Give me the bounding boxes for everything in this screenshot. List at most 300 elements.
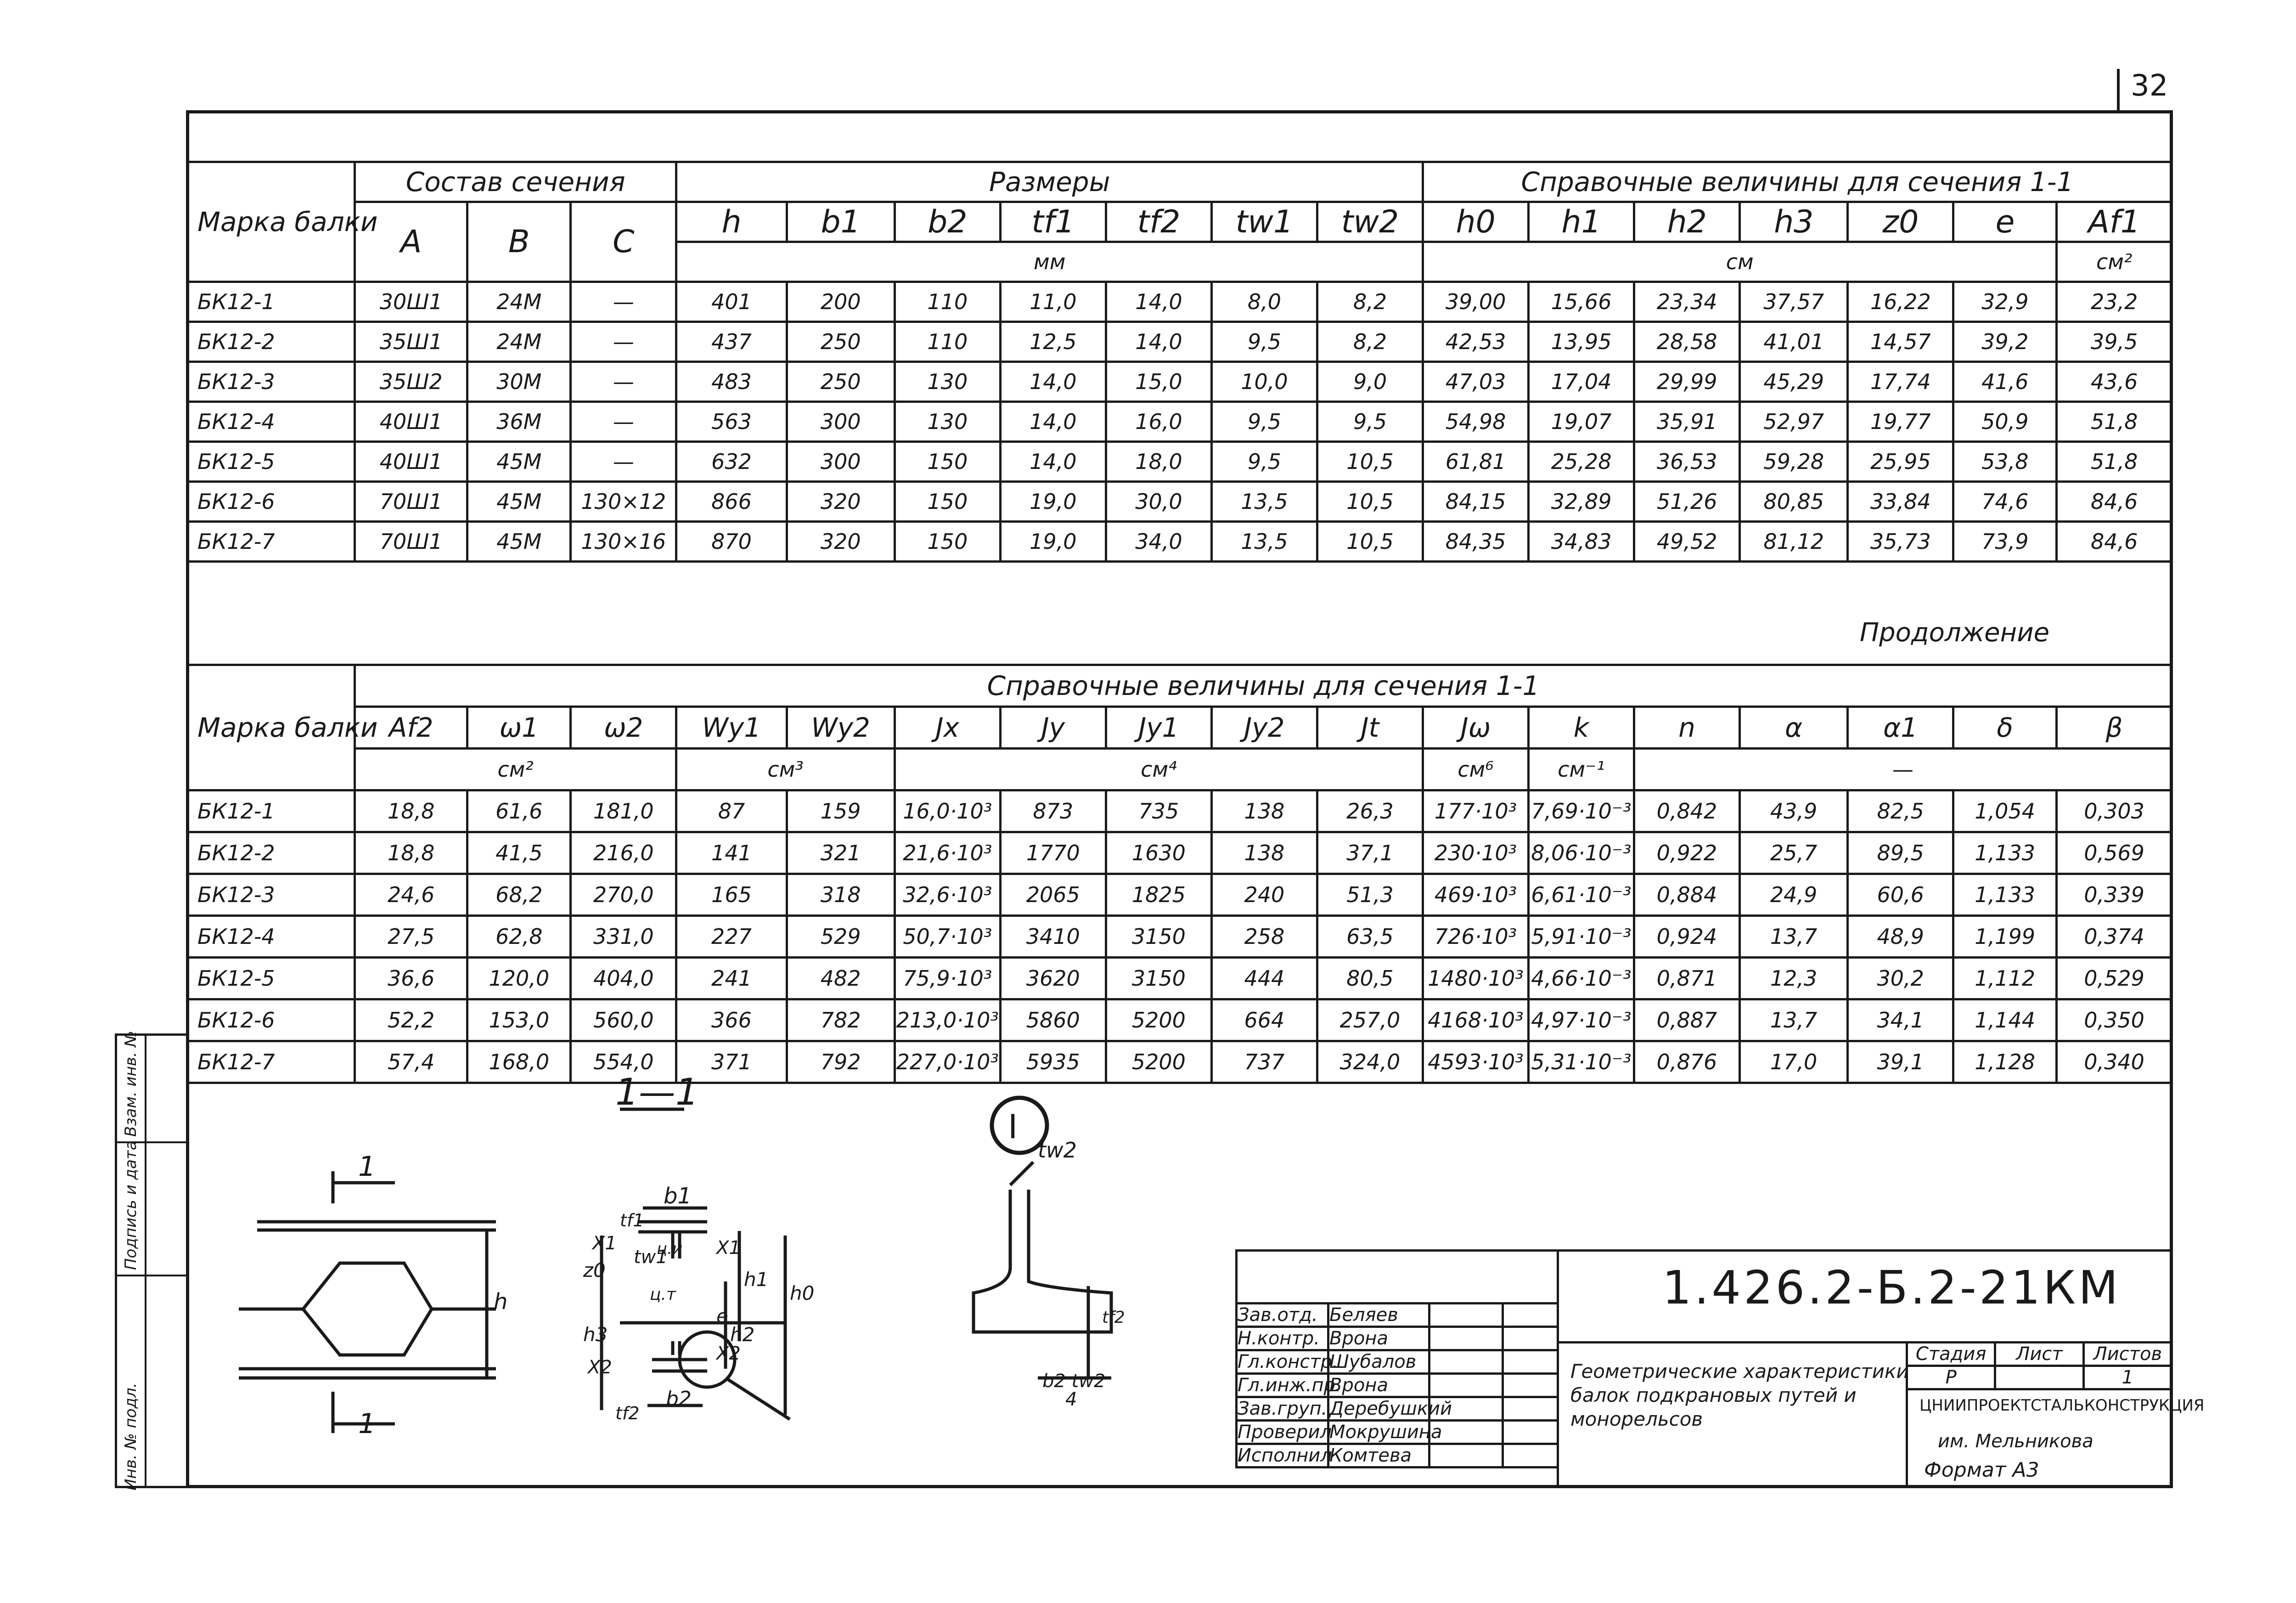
table-cell: 30,2 <box>1848 958 1953 999</box>
table-cell: 89,5 <box>1848 832 1953 874</box>
axis-x2-label: X2 <box>588 1357 612 1378</box>
table-cell: 28,58 <box>1634 322 1740 362</box>
table-cell: 15,66 <box>1529 282 1634 322</box>
node-tw2-leader <box>1010 1162 1033 1185</box>
table-cell: 110 <box>895 282 1000 322</box>
table-cell: 0,922 <box>1634 832 1739 874</box>
table-cell: 32,89 <box>1529 482 1634 522</box>
table-cell: — <box>571 322 676 362</box>
table-cell: 1825 <box>1106 874 1211 916</box>
table-cell: 792 <box>787 1041 895 1083</box>
table-row <box>187 999 2172 1041</box>
table-cell: 19,0 <box>1000 522 1106 562</box>
col-header: C <box>571 202 676 282</box>
dim-h3-label: h3 <box>583 1323 608 1346</box>
col-header: α <box>1740 707 1848 749</box>
shear-center-label: ц.и <box>657 1240 683 1258</box>
table-cell: 9,5 <box>1211 322 1317 362</box>
signature-name: Мокрушина <box>1328 1421 1429 1444</box>
table-cell: 18,0 <box>1106 442 1211 482</box>
table-cell: 8,2 <box>1317 282 1423 322</box>
table-row <box>187 790 2172 832</box>
table-cell: 560,0 <box>571 999 676 1041</box>
table-cell: 14,0 <box>1000 442 1106 482</box>
table-cell: 43,6 <box>2057 362 2172 402</box>
table-cell: 29,99 <box>1634 362 1740 402</box>
table-cell: 24,9 <box>1740 874 1848 916</box>
row-mark: БК12-6 <box>187 999 355 1041</box>
table-cell: 39,2 <box>1953 322 2057 362</box>
col-header: α1 <box>1848 707 1953 749</box>
table-cell: 320 <box>787 482 895 522</box>
table-cell: 14,0 <box>1000 402 1106 442</box>
table-cell: 5,31·10⁻³ <box>1528 1041 1634 1083</box>
dim-h-label: h <box>494 1289 508 1315</box>
table-row <box>187 482 2172 522</box>
col-header: ω2 <box>571 707 676 749</box>
table-cell: 40Ш1 <box>355 402 467 442</box>
row-mark: БК12-2 <box>187 832 355 874</box>
unit-cm: см <box>1423 242 2057 282</box>
stage-head: Стадия <box>1907 1343 1995 1366</box>
table-cell: 150 <box>895 522 1000 562</box>
table-cell: — <box>571 362 676 402</box>
signature-date <box>1503 1421 1558 1444</box>
table-cell: 257,0 <box>1317 999 1423 1041</box>
table-cell: 437 <box>676 322 787 362</box>
table-cell: 2065 <box>1000 874 1106 916</box>
table-cell: 40Ш1 <box>355 442 467 482</box>
table-cell: 35Ш2 <box>355 362 467 402</box>
table-cell: 726·10³ <box>1423 916 1528 958</box>
col-header: n <box>1634 707 1739 749</box>
col-header: h <box>676 202 787 242</box>
table-cell: 25,7 <box>1740 832 1848 874</box>
unit-cm-1: см⁻¹ <box>1528 749 1634 790</box>
table-row <box>187 1041 2172 1083</box>
col-header: tw2 <box>1317 202 1423 242</box>
table-cell: 866 <box>676 482 787 522</box>
table-cell: 14,57 <box>1848 322 1953 362</box>
table-cell: 150 <box>895 482 1000 522</box>
table-cell: 24М <box>467 322 571 362</box>
unit-cm6: см⁶ <box>1423 749 1528 790</box>
dim-tw1-label: tw1 <box>634 1247 668 1268</box>
table-cell: 0,303 <box>2057 790 2172 832</box>
table-cell: 0,339 <box>2057 874 2172 916</box>
table-row <box>187 958 2172 999</box>
row-mark: БК12-3 <box>187 362 355 402</box>
axis-x2-label: X2 <box>716 1343 741 1364</box>
table-cell: 39,5 <box>2057 322 2172 362</box>
table-cell: 61,81 <box>1423 442 1529 482</box>
table-cell: 37,1 <box>1317 832 1423 874</box>
table-cell: 84,6 <box>2057 482 2172 522</box>
table-cell: 1,199 <box>1953 916 2057 958</box>
table-cell: 52,2 <box>355 999 467 1041</box>
table-cell: 1480·10³ <box>1423 958 1528 999</box>
dim-b2-label: b2 <box>666 1387 692 1411</box>
table-cell: 165 <box>676 874 787 916</box>
table-cell: 1,144 <box>1953 999 2057 1041</box>
table-cell: 41,01 <box>1740 322 1848 362</box>
table-cell: 49,52 <box>1634 522 1740 562</box>
table-cell: 270,0 <box>571 874 676 916</box>
table-cell: 81,12 <box>1740 522 1848 562</box>
col-header: e <box>1953 202 2057 242</box>
signature-sign <box>1429 1444 1503 1468</box>
continuation-label: Продолжение <box>1860 618 2050 648</box>
table-cell: 5,91·10⁻³ <box>1528 916 1634 958</box>
table-cell: 15,0 <box>1106 362 1211 402</box>
table-row <box>187 916 2172 958</box>
table-row <box>187 402 2172 442</box>
side-stamp-label: Инв. № подл. <box>122 1383 140 1490</box>
signature-sign <box>1429 1327 1503 1350</box>
table-cell: 51,8 <box>2057 442 2172 482</box>
col-header: β <box>2057 707 2172 749</box>
table-cell: 0,529 <box>2057 958 2172 999</box>
side-stamp <box>115 1033 188 1488</box>
signature-row <box>1237 1444 1558 1468</box>
table-cell: 0,884 <box>1634 874 1739 916</box>
table-cell: 5200 <box>1106 1041 1211 1083</box>
table-cell: 0,340 <box>2057 1041 2172 1083</box>
table-cell: 320 <box>787 522 895 562</box>
signature-role: Проверил <box>1237 1421 1328 1444</box>
node-detail-profile <box>974 1190 1111 1332</box>
table-cell: 181,0 <box>571 790 676 832</box>
table-cell: — <box>571 282 676 322</box>
table-cell: 61,6 <box>467 790 571 832</box>
table-cell: 45М <box>467 482 571 522</box>
table-cell: 14,0 <box>1106 322 1211 362</box>
unit-mm: мм <box>676 242 1423 282</box>
table-cell: 9,5 <box>1317 402 1423 442</box>
table-cell: 5200 <box>1106 999 1211 1041</box>
table-cell: 8,2 <box>1317 322 1423 362</box>
table-cell: 331,0 <box>571 916 676 958</box>
col-header: b1 <box>787 202 895 242</box>
table-cell: 87 <box>676 790 787 832</box>
table-cell: 250 <box>787 322 895 362</box>
node-label: I <box>1008 1107 1018 1146</box>
table-cell: 1630 <box>1106 832 1211 874</box>
table-cell: 0,887 <box>1634 999 1739 1041</box>
table-cell: 3410 <box>1000 916 1106 958</box>
table-row <box>187 442 2172 482</box>
col-header: h1 <box>1529 202 1634 242</box>
table-cell: 60,6 <box>1848 874 1953 916</box>
table-cell: 36,6 <box>355 958 467 999</box>
table-cell: 130 <box>895 362 1000 402</box>
dim-h2-label: h2 <box>730 1323 755 1346</box>
signature-row <box>1237 1350 1558 1374</box>
col-header: B <box>467 202 571 282</box>
table-cell: 371 <box>676 1041 787 1083</box>
table-cell: 230·10³ <box>1423 832 1528 874</box>
row-mark: БК12-1 <box>187 790 355 832</box>
table-cell: 4593·10³ <box>1423 1041 1528 1083</box>
table-cell: 35,73 <box>1848 522 1953 562</box>
signature-sign <box>1429 1304 1503 1327</box>
table-cell: 45М <box>467 522 571 562</box>
table-row <box>187 522 2172 562</box>
row-mark: БК12-7 <box>187 1041 355 1083</box>
table-cell: 16,0·10³ <box>895 790 1000 832</box>
table-cell: 51,26 <box>1634 482 1740 522</box>
table-cell: 138 <box>1211 832 1317 874</box>
table-cell: 1,128 <box>1953 1041 2057 1083</box>
table-cell: 0,924 <box>1634 916 1739 958</box>
table-cell: 9,5 <box>1211 402 1317 442</box>
table-cell: 130×12 <box>571 482 676 522</box>
table-cell: 62,8 <box>467 916 571 958</box>
signature-sign <box>1429 1350 1503 1374</box>
table-cell: 469·10³ <box>1423 874 1528 916</box>
signature-name: Комтева <box>1328 1444 1429 1468</box>
table-cell: 150 <box>895 442 1000 482</box>
page-number-divider <box>2117 69 2120 110</box>
table-cell: 632 <box>676 442 787 482</box>
table-cell: 250 <box>787 362 895 402</box>
dim-tf1-label: tf1 <box>620 1210 644 1230</box>
side-stamp-label: Подпись и дата <box>122 1140 140 1270</box>
table-cell: 84,15 <box>1423 482 1529 522</box>
table-cell: 35,91 <box>1634 402 1740 442</box>
table-cell: 0,871 <box>1634 958 1739 999</box>
table-cell: 21,6·10³ <box>895 832 1000 874</box>
table-cell: 45М <box>467 442 571 482</box>
col-header: Jy2 <box>1211 707 1317 749</box>
table-cell: 36,53 <box>1634 442 1740 482</box>
stage-head: Листов <box>2083 1343 2172 1366</box>
signature-name: Беляев <box>1328 1304 1429 1327</box>
table-cell: 6,61·10⁻³ <box>1528 874 1634 916</box>
col-header: tf2 <box>1106 202 1211 242</box>
dim-h0-label: h0 <box>790 1282 815 1304</box>
table-cell: 59,28 <box>1740 442 1848 482</box>
section-label: 1—1 <box>615 1071 699 1113</box>
table-cell: 12,3 <box>1740 958 1848 999</box>
table-cell: 34,1 <box>1848 999 1953 1041</box>
document-code: 1.426.2-Б.2-21КМ <box>1662 1261 2121 1315</box>
signature-row <box>1237 1304 1558 1327</box>
table-cell: 16,0 <box>1106 402 1211 442</box>
table-cell: 366 <box>676 999 787 1041</box>
col-header: A <box>355 202 467 282</box>
table-cell: 70Ш1 <box>355 522 467 562</box>
table-cell: 300 <box>787 442 895 482</box>
table-cell: 17,74 <box>1848 362 1953 402</box>
table-row <box>187 874 2172 916</box>
node-b2-tw-label: b2 tw2 <box>1042 1371 1106 1392</box>
gravity-center-label: ц.т <box>650 1285 676 1304</box>
table-cell: 19,0 <box>1000 482 1106 522</box>
table-cell: 23,34 <box>1634 282 1740 322</box>
table-cell: 39,00 <box>1423 282 1529 322</box>
table-cell: 18,8 <box>355 790 467 832</box>
table-cell: 30Ш1 <box>355 282 467 322</box>
table-cell: 737 <box>1211 1041 1317 1083</box>
row-mark: БК12-5 <box>187 958 355 999</box>
stage-value: 1 <box>2083 1366 2172 1389</box>
signature-sign <box>1429 1374 1503 1397</box>
table-cell: 0,350 <box>2057 999 2172 1041</box>
table-cell: 34,0 <box>1106 522 1211 562</box>
header-mark: Марка балки <box>187 162 355 282</box>
table-cell: 34,83 <box>1529 522 1634 562</box>
table-cell: 130×16 <box>571 522 676 562</box>
table-cell: 10,5 <box>1317 442 1423 482</box>
table-cell: 75,9·10³ <box>895 958 1000 999</box>
table-cell: 8,06·10⁻³ <box>1528 832 1634 874</box>
table-cell: 404,0 <box>571 958 676 999</box>
table-row <box>187 362 2172 402</box>
signature-top-blank <box>1237 1251 1558 1304</box>
table-cell: 5860 <box>1000 999 1106 1041</box>
table-cell: 120,0 <box>467 958 571 999</box>
table-cell: 3150 <box>1106 916 1211 958</box>
signature-role: Зав.груп. <box>1237 1397 1328 1421</box>
table-row <box>187 832 2172 874</box>
table-cell: 401 <box>676 282 787 322</box>
table-cell: 321 <box>787 832 895 874</box>
table-cell: 0,842 <box>1634 790 1739 832</box>
table-cell: 1,133 <box>1953 874 2057 916</box>
axis-x1-label: X1 <box>716 1237 741 1259</box>
table-cell: 258 <box>1211 916 1317 958</box>
table-cell: 19,77 <box>1848 402 1953 442</box>
table-cell: 37,57 <box>1740 282 1848 322</box>
table-cell: 43,9 <box>1740 790 1848 832</box>
table-cell: 84,6 <box>2057 522 2172 562</box>
table-cell: 4,97·10⁻³ <box>1528 999 1634 1041</box>
signature-role: Зав.отд. <box>1237 1304 1328 1327</box>
node-tw2-label: tw2 <box>1038 1138 1077 1163</box>
col-header: Jω <box>1423 707 1528 749</box>
table-cell: 25,95 <box>1848 442 1953 482</box>
table-cell: 33,84 <box>1848 482 1953 522</box>
table-cell: 17,0 <box>1740 1041 1848 1083</box>
table-cell: 41,6 <box>1953 362 2057 402</box>
table-cell: 53,8 <box>1953 442 2057 482</box>
reference-table <box>186 664 2173 1084</box>
dim-h1-label: h1 <box>744 1268 769 1291</box>
table-cell: 12,5 <box>1000 322 1106 362</box>
table-cell: — <box>571 402 676 442</box>
table-cell: 63,5 <box>1317 916 1423 958</box>
table-cell: 51,8 <box>2057 402 2172 442</box>
table-cell: 50,9 <box>1953 402 2057 442</box>
col-header: h0 <box>1423 202 1529 242</box>
table-cell: 8,0 <box>1211 282 1317 322</box>
table-row <box>187 282 2172 322</box>
table-cell: 13,5 <box>1211 522 1317 562</box>
table-cell: 80,5 <box>1317 958 1423 999</box>
table-cell: 5935 <box>1000 1041 1106 1083</box>
table-cell: 1,133 <box>1953 832 2057 874</box>
geometry-table <box>186 161 2173 563</box>
row-mark: БК12-2 <box>187 322 355 362</box>
row-mark: БК12-4 <box>187 402 355 442</box>
table-cell: 213,0·10³ <box>895 999 1000 1041</box>
dim-z0-label: z0 <box>583 1259 606 1281</box>
col-header: Jy <box>1000 707 1106 749</box>
table-cell: 24,6 <box>355 874 467 916</box>
unit-cm3: см³ <box>676 749 895 790</box>
col-header: tw1 <box>1211 202 1317 242</box>
header-ref: Справочные величины для сечения 1-1 <box>1423 162 2172 202</box>
table-cell: 30М <box>467 362 571 402</box>
table-cell: 16,22 <box>1848 282 1953 322</box>
table-cell: 444 <box>1211 958 1317 999</box>
table-cell: 45,29 <box>1740 362 1848 402</box>
table-cell: 483 <box>676 362 787 402</box>
col-header: Wy2 <box>787 707 895 749</box>
row-mark: БК12-6 <box>187 482 355 522</box>
signature-table <box>1235 1249 1559 1468</box>
table-row <box>187 322 2172 362</box>
cut-label-bottom: 1 <box>358 1408 376 1440</box>
signature-row <box>1237 1374 1558 1397</box>
table-cell: 73,9 <box>1953 522 2057 562</box>
stage-head: Лист <box>1995 1343 2083 1366</box>
table-cell: 13,7 <box>1740 916 1848 958</box>
col-header: δ <box>1953 707 2057 749</box>
table-cell: — <box>571 442 676 482</box>
table-cell: 70Ш1 <box>355 482 467 522</box>
table-cell: 782 <box>787 999 895 1041</box>
table-cell: 32,6·10³ <box>895 874 1000 916</box>
table-cell: 32,9 <box>1953 282 2057 322</box>
table-cell: 74,6 <box>1953 482 2057 522</box>
table-cell: 664 <box>1211 999 1317 1041</box>
table-cell: 240 <box>1211 874 1317 916</box>
signature-date <box>1503 1444 1558 1468</box>
table-cell: 227 <box>676 916 787 958</box>
stage-value: Р <box>1907 1366 1995 1389</box>
row-mark: БК12-4 <box>187 916 355 958</box>
section-drawings <box>220 1071 1125 1488</box>
signature-role: Гл.инж.пр. <box>1237 1374 1328 1397</box>
table-cell: 18,8 <box>355 832 467 874</box>
table-cell: 3620 <box>1000 958 1106 999</box>
signature-date <box>1503 1327 1558 1350</box>
table-cell: 870 <box>676 522 787 562</box>
table-cell: 153,0 <box>467 999 571 1041</box>
table-cell: 36М <box>467 402 571 442</box>
hexagon-opening <box>303 1263 432 1355</box>
dim-e-label: e <box>716 1305 728 1327</box>
table-cell: 324,0 <box>1317 1041 1423 1083</box>
header-sizes: Размеры <box>676 162 1423 202</box>
signature-row <box>1237 1421 1558 1444</box>
signature-role: Исполнил <box>1237 1444 1328 1468</box>
header-ref: Справочные величины для сечения 1-1 <box>355 665 2172 707</box>
col-header: Jt <box>1317 707 1423 749</box>
col-header: tf1 <box>1000 202 1106 242</box>
table-cell: 11,0 <box>1000 282 1106 322</box>
node-tf2-label: tf2 <box>1102 1308 1125 1327</box>
table-cell: 554,0 <box>571 1041 676 1083</box>
signature-row <box>1237 1397 1558 1421</box>
col-header: Af1 <box>2057 202 2172 242</box>
table-cell: 227,0·10³ <box>895 1041 1000 1083</box>
unit-none: — <box>1634 749 2172 790</box>
signature-row <box>1237 1327 1558 1350</box>
signature-date <box>1503 1304 1558 1327</box>
